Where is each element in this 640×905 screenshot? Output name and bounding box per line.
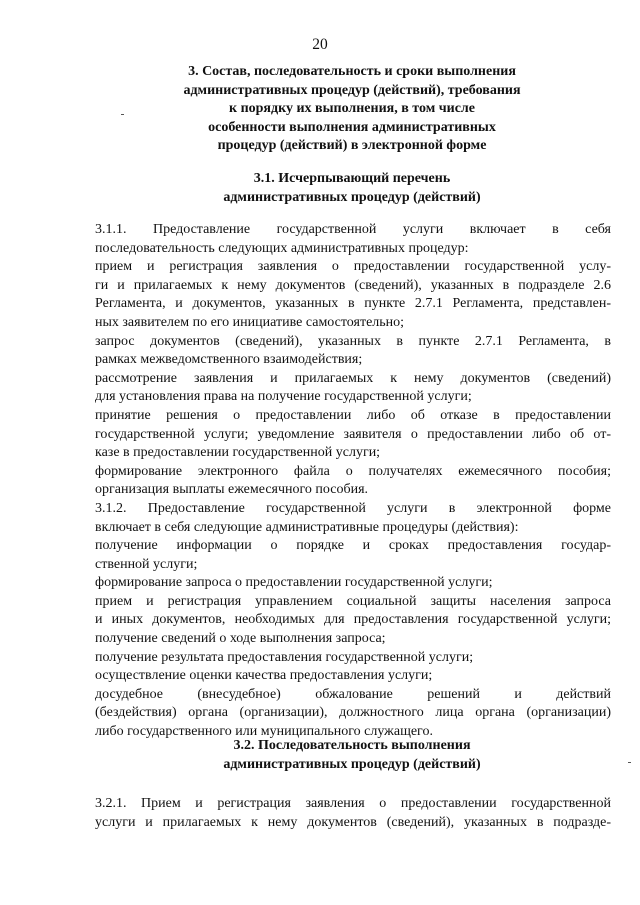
heading-line: особенности выполнения административных (208, 119, 496, 135)
paragraph (95, 426, 611, 463)
paragraph (95, 481, 611, 500)
text-line: получение результата предоставления государственной услуги; (95, 649, 474, 665)
text-line: организация выплаты ежемесячного пособия. (95, 482, 369, 498)
paragraph (95, 258, 611, 277)
text-line: досудебное (внесудебное) обжалование решений и действий (95, 686, 611, 702)
paragraph (95, 388, 611, 407)
paragraph (95, 630, 611, 649)
heading-line: 3.1. Исчерпывающий перечень (253, 171, 451, 186)
text-line: ги и прилагаемых к нему документов (сведений), указанных в подразделе 2.6 (95, 277, 611, 293)
text-line: получение сведений о ходе выполнения запроса; (95, 631, 386, 647)
paragraph (95, 556, 611, 575)
paragraph (95, 333, 611, 352)
section-3-2-heading (0, 737, 640, 774)
heading-line: 3.2. Последовательность выполнения (233, 738, 471, 753)
paragraph (95, 240, 611, 259)
text-line: рассмотрение заявления и прилагаемых к нему документов (сведений) (95, 370, 611, 386)
paragraph (95, 649, 611, 668)
text-line: ных заявителем по его инициативе самостоятельно; (95, 314, 405, 330)
text-line: и иных документов, необходимых для предоставления государственной услуги; (95, 612, 611, 628)
text-line: получение информации о порядке и сроках предоставления государ- (95, 538, 611, 554)
text-line: принятие решения о предоставлении либо об отказе в предоставлении (95, 407, 611, 423)
text-line: формирование электронного файла о получателях ежемесячного пособия; (95, 463, 611, 479)
paragraph (95, 574, 611, 593)
section-3-heading (0, 63, 640, 156)
paragraph (95, 593, 611, 612)
scan-speck (121, 114, 124, 115)
text-line: для установления права на получение государственной услуги; (95, 389, 472, 405)
text-line: 3.1.2. Предоставление государственной услуги в электронной форме (95, 500, 611, 516)
text-line: казе в предоставлении государственной услуги; (95, 445, 381, 461)
paragraph (95, 500, 611, 519)
paragraph (95, 351, 611, 370)
paragraph (95, 407, 611, 426)
text-line: Регламента, и документов, указанных в пункте 2.7.1 Регламента, представлен- (95, 296, 611, 312)
text-line: включает в себя следующие административные процедуры (действия): (95, 519, 519, 535)
heading-line: административных процедур (действий), требования (183, 82, 521, 98)
heading-line: административных процедур (действий) (223, 189, 481, 205)
paragraph (95, 795, 611, 814)
text-line: (бездействия) органа (организации), должностного лица органа (организации) (95, 705, 611, 721)
paragraph (95, 537, 611, 556)
paragraph (95, 463, 611, 482)
text-line: прием и регистрация управлением социальной защиты населения запроса (95, 593, 611, 609)
text-line: 3.2.1. Прием и регистрация заявления о предоставлении государственной (95, 796, 611, 811)
scan-speck (628, 762, 631, 763)
heading-line: процедур (действий) в электронной форме (217, 138, 487, 154)
text-line: государственной услуги; уведомление заявителя о предоставлении либо об от- (95, 426, 611, 442)
section-3-2-body (95, 795, 611, 832)
text-line: прием и регистрация заявления о предоставлении государственной услу- (95, 259, 611, 275)
text-line: формирование запроса о предоставлении государственной услуги; (95, 575, 493, 591)
page-number: 20 (312, 36, 328, 53)
paragraph (95, 686, 611, 705)
text-line: либо государственного или муниципального служащего. (95, 724, 433, 740)
heading-line: 3. Состав, последовательность и сроки выполнения (188, 64, 516, 79)
text-line: 3.1.1. Предоставление государственной услуги включает в себя (95, 222, 611, 237)
heading-line: к порядку их выполнения, в том числе (229, 101, 475, 117)
text-line: ственной услуги; (95, 556, 198, 572)
paragraph (95, 370, 611, 389)
paragraph (95, 277, 611, 333)
heading-line: административных процедур (действий) (223, 756, 481, 772)
text-line: рамках межведомственного взаимодействия; (95, 352, 363, 368)
paragraph (95, 221, 611, 240)
text-line: последовательность следующих административных процедур: (95, 240, 469, 256)
section-3-1-heading (0, 170, 640, 207)
section-3-1-body (95, 221, 611, 742)
paragraph (95, 667, 611, 686)
paragraph (95, 611, 611, 630)
text-line: услуги и прилагаемых к нему документов (сведений), указанных в подразде- (95, 814, 611, 830)
paragraph (95, 519, 611, 538)
text-line: осуществление оценки качества предоставления услуги; (95, 668, 433, 684)
paragraph (95, 814, 611, 833)
text-line: запрос документов (сведений), указанных в пункте 2.7.1 Регламента, в (95, 333, 611, 349)
